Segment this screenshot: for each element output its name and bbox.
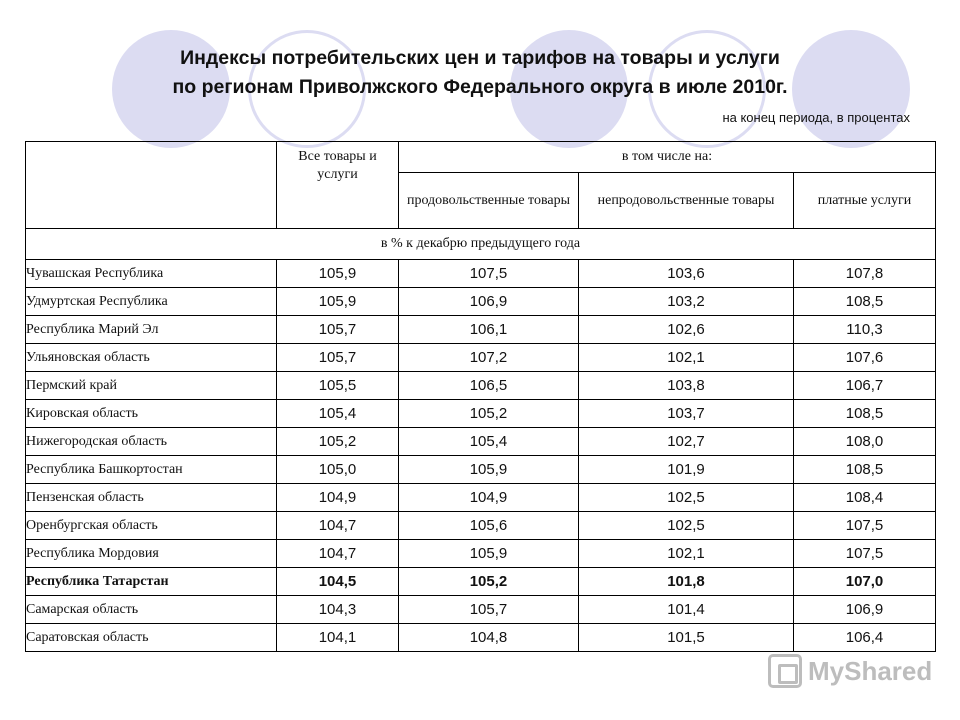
- all-goods-cell: 105,0: [277, 456, 399, 484]
- all-goods-cell: 104,7: [277, 512, 399, 540]
- table-row: [26, 540, 936, 568]
- header-all-goods: Все товары и услуги: [277, 142, 399, 229]
- all-goods-cell: 105,9: [277, 288, 399, 316]
- watermark-text: MyShared: [808, 655, 933, 686]
- region-cell: Республика Татарстан: [26, 568, 277, 596]
- services-cell: 106,9: [794, 596, 936, 624]
- region-cell: Кировская область: [26, 400, 277, 428]
- watermark-logo-icon: [768, 654, 802, 688]
- table-row: [26, 568, 936, 596]
- all-goods-cell: 104,5: [277, 568, 399, 596]
- food-cell: 104,9: [399, 484, 579, 512]
- region-cell: Саратовская область: [26, 624, 277, 652]
- all-goods-cell: 105,7: [277, 316, 399, 344]
- food-cell: 107,5: [399, 260, 579, 288]
- services-cell: 108,5: [794, 456, 936, 484]
- region-cell: Пензенская область: [26, 484, 277, 512]
- all-goods-cell: 105,4: [277, 400, 399, 428]
- services-cell: 107,5: [794, 512, 936, 540]
- table-row: [26, 316, 936, 344]
- nonfood-cell: 102,7: [579, 428, 794, 456]
- all-goods-cell: 105,2: [277, 428, 399, 456]
- food-cell: 105,6: [399, 512, 579, 540]
- all-goods-cell: 104,3: [277, 596, 399, 624]
- food-cell: 106,9: [399, 288, 579, 316]
- food-cell: 105,7: [399, 596, 579, 624]
- food-cell: 105,2: [399, 568, 579, 596]
- header-empty-cell: [26, 142, 277, 229]
- services-cell: 106,4: [794, 624, 936, 652]
- header-including: в том числе на:: [399, 142, 936, 173]
- food-cell: 105,4: [399, 428, 579, 456]
- services-cell: 107,6: [794, 344, 936, 372]
- nonfood-cell: 103,8: [579, 372, 794, 400]
- all-goods-cell: 105,5: [277, 372, 399, 400]
- nonfood-cell: 102,5: [579, 484, 794, 512]
- nonfood-cell: 101,8: [579, 568, 794, 596]
- food-cell: 106,5: [399, 372, 579, 400]
- region-cell: Республика Марий Эл: [26, 316, 277, 344]
- all-goods-cell: 104,7: [277, 540, 399, 568]
- all-goods-cell: 105,9: [277, 260, 399, 288]
- services-cell: 108,5: [794, 288, 936, 316]
- region-cell: Республика Башкортостан: [26, 456, 277, 484]
- span-row-label: в % к декабрю предыдущего года: [26, 229, 936, 260]
- nonfood-cell: 101,5: [579, 624, 794, 652]
- services-cell: 108,5: [794, 400, 936, 428]
- services-cell: 110,3: [794, 316, 936, 344]
- food-cell: 105,9: [399, 540, 579, 568]
- table-row: [26, 372, 936, 400]
- region-cell: Самарская область: [26, 596, 277, 624]
- nonfood-cell: 102,1: [579, 540, 794, 568]
- services-cell: 108,0: [794, 428, 936, 456]
- table-row: [26, 288, 936, 316]
- services-cell: 107,5: [794, 540, 936, 568]
- food-cell: 107,2: [399, 344, 579, 372]
- all-goods-cell: 104,1: [277, 624, 399, 652]
- header-food: продовольственные товары: [399, 173, 579, 229]
- table-row: [26, 484, 936, 512]
- header-services: платные услуги: [794, 173, 936, 229]
- page-title: [0, 44, 960, 102]
- table-row: [26, 428, 936, 456]
- food-cell: 105,9: [399, 456, 579, 484]
- services-cell: 107,8: [794, 260, 936, 288]
- price-index-table: [25, 141, 936, 652]
- services-cell: 106,7: [794, 372, 936, 400]
- services-cell: 108,4: [794, 484, 936, 512]
- region-cell: Пермский край: [26, 372, 277, 400]
- nonfood-cell: 103,6: [579, 260, 794, 288]
- nonfood-cell: 103,2: [579, 288, 794, 316]
- food-cell: 104,8: [399, 624, 579, 652]
- subtitle: на конец периода, в процентах: [722, 110, 910, 125]
- watermark: [768, 654, 932, 688]
- food-cell: 106,1: [399, 316, 579, 344]
- region-cell: Республика Мордовия: [26, 540, 277, 568]
- table-row: [26, 596, 936, 624]
- region-cell: Удмуртская Республика: [26, 288, 277, 316]
- title-line-2: по регионам Приволжского Федерального округа в июле 2010г.: [172, 76, 788, 98]
- region-cell: Нижегородская область: [26, 428, 277, 456]
- region-cell: Чувашская Республика: [26, 260, 277, 288]
- table-row: [26, 512, 936, 540]
- header-nonfood: непродовольственные товары: [579, 173, 794, 229]
- services-cell: 107,0: [794, 568, 936, 596]
- region-cell: Оренбургская область: [26, 512, 277, 540]
- nonfood-cell: 101,9: [579, 456, 794, 484]
- all-goods-cell: 104,9: [277, 484, 399, 512]
- table-row: [26, 260, 936, 288]
- region-cell: Ульяновская область: [26, 344, 277, 372]
- table-row: [26, 400, 936, 428]
- table-row: [26, 624, 936, 652]
- nonfood-cell: 102,1: [579, 344, 794, 372]
- title-line-1: Индексы потребительских цен и тарифов на товары и услуги: [180, 47, 780, 69]
- all-goods-cell: 105,7: [277, 344, 399, 372]
- nonfood-cell: 101,4: [579, 596, 794, 624]
- nonfood-cell: 102,6: [579, 316, 794, 344]
- nonfood-cell: 103,7: [579, 400, 794, 428]
- food-cell: 105,2: [399, 400, 579, 428]
- table-row: [26, 344, 936, 372]
- nonfood-cell: 102,5: [579, 512, 794, 540]
- table-row: [26, 456, 936, 484]
